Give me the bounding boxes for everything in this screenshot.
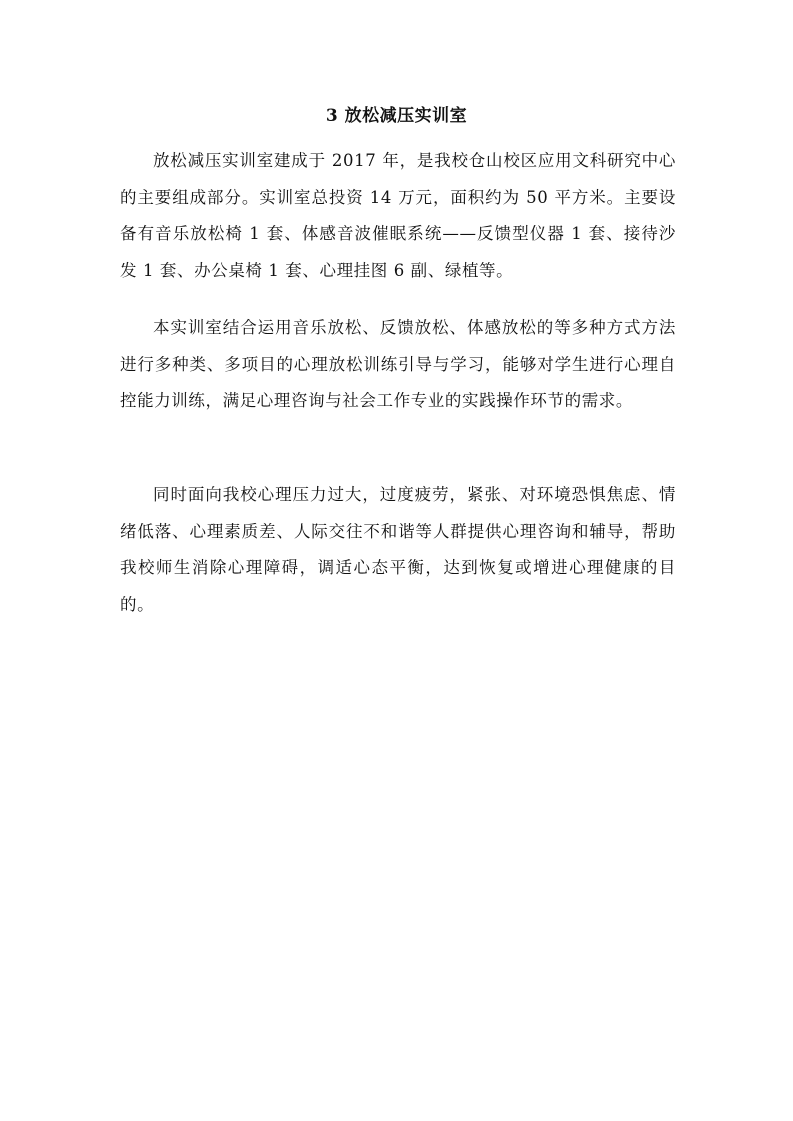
paragraph-training: 本实训室结合运用音乐放松、反馈放松、体感放松的等多种方式方法进行多种类、多项目的心理放松训练引导与学习，能够对学生进行心理自控能力训练，满足心理咨询与社会工作专业的实践操作环节的需求。	[120, 318, 676, 410]
paragraph-intro: 放松减压实训室建成于 2017 年，是我校仓山校区应用文科研究中心的主要组成部分。实训室总投资 14 万元，面积约为 50 平方米。主要设备有音乐放松椅 1 套、体感音波催眠系统——反馈型仪器 1 套、接待沙发 1 套、办公桌椅 1 套、心理挂图 6 副、绿植等。	[120, 151, 676, 280]
paragraph-counseling: 同时面向我校心理压力过大，过度疲劳，紧张、对环境恐惧焦虑、情绪低落、心理素质差、人际交往不和谐等人群提供心理咨询和辅导，帮助我校师生消除心理障碍，调适心态平衡，达到恢复或增进心理健康的目的。	[120, 485, 676, 614]
section-title: 3 放松减压实训室	[325, 106, 468, 126]
